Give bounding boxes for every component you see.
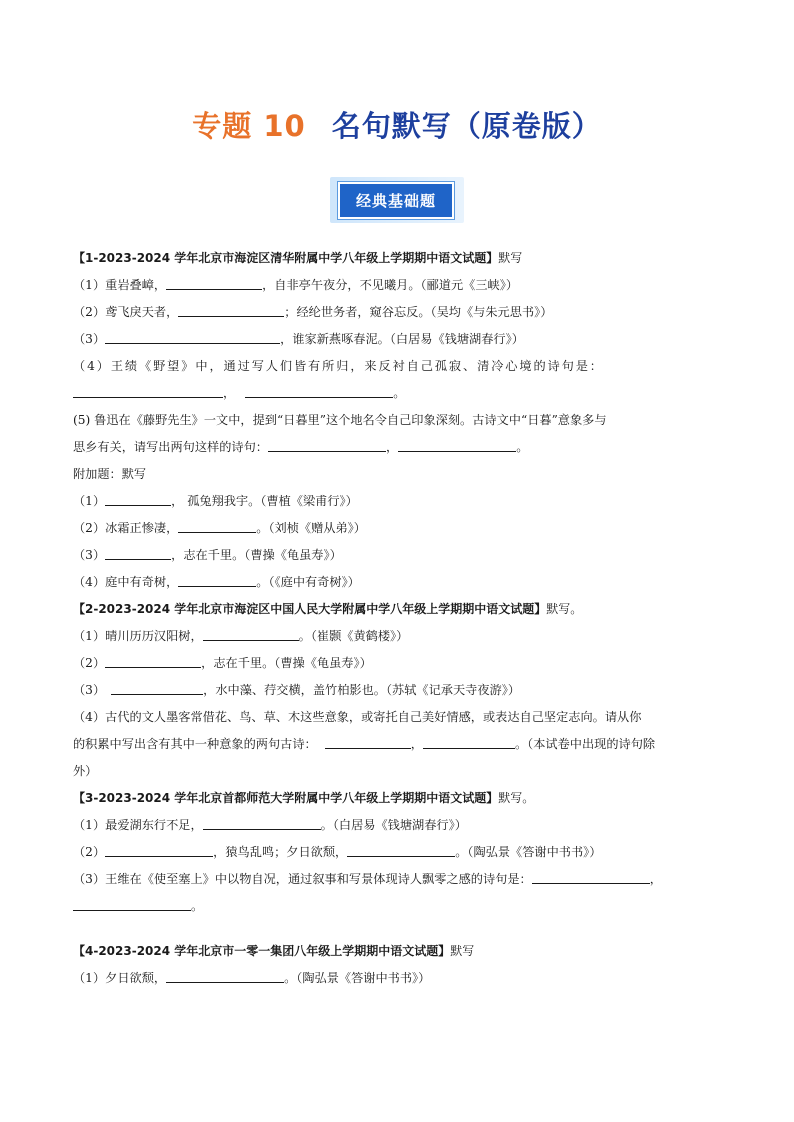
question-item-continuation <box>73 893 729 920</box>
item-text: ，自非亭午夜分，不见曦月。（郦道元《三峡》） <box>262 278 519 292</box>
question-1-header <box>73 245 729 272</box>
item-text: （2）鸢飞戾天者， <box>73 305 179 319</box>
answer-blank[interactable] <box>105 329 280 344</box>
answer-blank[interactable] <box>105 545 171 560</box>
item-text: ；经纶世务者，窥谷忘反。（吴均《与朱元思书》） <box>284 305 553 319</box>
question-item <box>73 704 729 731</box>
question-item <box>73 326 729 353</box>
answer-blank[interactable] <box>268 437 386 452</box>
answer-blank[interactable] <box>105 491 171 506</box>
item-text: ， <box>649 872 662 886</box>
question-item <box>73 965 729 992</box>
item-text: （2） <box>73 656 106 670</box>
extra-section-header: 附加题：默写 <box>73 467 147 481</box>
page-title <box>0 104 794 145</box>
item-text: （1）晴川历历汉阳树， <box>73 629 203 643</box>
question-header-text: 【4-2023-2024 学年北京市一零一集团八年级上学期期中语文试题】 <box>73 944 451 958</box>
badge-label: 经典基础题 <box>338 182 454 219</box>
item-text: 。 <box>191 899 204 913</box>
item-text: 。（白居易《钱塘湖春行》） <box>320 818 467 832</box>
item-text: ，水中藻、荇交横，盖竹柏影也。（苏轼《记承天寺夜游》） <box>203 683 521 697</box>
item-text: （1）夕日欲颓， <box>73 971 167 985</box>
item-text: 。（刘桢《赠从弟》） <box>256 521 366 535</box>
item-text: （1）重岩叠嶂， <box>73 278 167 292</box>
question-item <box>73 650 729 677</box>
answer-blank[interactable] <box>325 734 411 749</box>
item-text: （4）王绩《野望》中，通过写人们皆有所归，来反衬自己孤寂、清冷心境的诗句是： <box>73 359 604 373</box>
answer-blank[interactable] <box>203 815 321 830</box>
question-3-header <box>73 785 729 812</box>
answer-blank[interactable] <box>111 680 203 695</box>
answer-blank[interactable] <box>178 572 256 587</box>
title-topic-number: 专题 10 <box>192 109 306 143</box>
question-item-continuation <box>73 731 729 758</box>
item-text: ， <box>410 737 423 751</box>
answer-blank[interactable] <box>203 626 299 641</box>
question-instruction: 默写 <box>450 944 475 958</box>
answer-blank[interactable] <box>423 734 515 749</box>
item-text: ， <box>223 386 236 400</box>
item-text: ，谁家新燕啄春泥。（白居易《钱塘湖春行》） <box>280 332 524 346</box>
answer-blank[interactable] <box>532 869 650 884</box>
answer-blank[interactable] <box>347 842 455 857</box>
question-item <box>73 623 729 650</box>
question-instruction: 默写 <box>498 251 523 265</box>
answer-blank[interactable] <box>73 383 223 398</box>
item-text: 。（崔颢《黄鹤楼》） <box>298 629 409 643</box>
answer-blank[interactable] <box>73 896 191 911</box>
title-topic-name: 名句默写（原卷版） <box>331 109 602 143</box>
item-text: 。 <box>516 440 529 454</box>
item-text: 的积累中写出含有其中一种意象的两句古诗： <box>73 737 317 751</box>
answer-blank[interactable] <box>245 383 393 398</box>
item-text: 。 <box>393 386 406 400</box>
answer-blank[interactable] <box>166 968 284 983</box>
question-instruction: 默写。 <box>546 602 583 616</box>
question-header-text: 【3-2023-2024 学年北京首都师范大学附属中学八年级上学期期中语文试题】 <box>73 791 499 805</box>
section-badge <box>330 177 464 223</box>
document-body <box>73 245 729 992</box>
item-text: ， 孤兔翔我宇。（曹植《梁甫行》） <box>171 494 358 508</box>
question-item <box>73 488 729 515</box>
question-item <box>73 839 729 866</box>
answer-blank[interactable] <box>105 842 213 857</box>
answer-blank[interactable] <box>178 518 256 533</box>
item-text: （4）古代的文人墨客常借花、鸟、草、木这些意象，或寄托自己美好情感，或表达自己坚定志向。请从你 <box>73 710 642 724</box>
question-item <box>73 542 729 569</box>
question-item-continuation <box>73 380 729 407</box>
question-2-header <box>73 596 729 623</box>
item-text: 。（《庭中有奇树》） <box>256 575 360 589</box>
item-text: 思乡有关，请写出两句这样的诗句： <box>73 440 268 454</box>
spacer <box>73 920 729 938</box>
question-header-text: 【1-2023-2024 学年北京市海淀区清华附属中学八年级上学期期中语文试题】 <box>73 251 499 265</box>
question-item-continuation: 外） <box>73 764 98 778</box>
answer-blank[interactable] <box>398 437 516 452</box>
answer-blank[interactable] <box>105 653 201 668</box>
item-text: ，志在千里。（曹操《龟虽寿》） <box>171 548 342 562</box>
question-item <box>73 569 729 596</box>
question-item <box>73 515 729 542</box>
item-text: （3） <box>73 332 106 346</box>
item-text: 。（陶弘景《答谢中书书》） <box>455 845 602 859</box>
question-item <box>73 407 729 434</box>
item-text: （2）冰霜正惨凄， <box>73 521 179 535</box>
question-item <box>73 353 729 380</box>
item-text: （3）王维在《使至塞上》中以物自况，通过叙事和写景体现诗人飘零之感的诗句是： <box>73 872 532 886</box>
item-text: ，猿鸟乱鸣；夕日欲颓， <box>213 845 348 859</box>
question-item <box>73 677 729 704</box>
question-item-continuation <box>73 434 729 461</box>
item-text: （1） <box>73 494 106 508</box>
question-item <box>73 272 729 299</box>
answer-blank[interactable] <box>166 275 262 290</box>
item-text: （4）庭中有奇树， <box>73 575 179 589</box>
item-text: 。（陶弘景《答谢中书书》） <box>284 971 431 985</box>
item-text: (5) 鲁迅在《藤野先生》一文中，提到“日暮里”这个地名令自己印象深刻。古诗文中“日暮”意象多与 <box>73 413 607 427</box>
question-item <box>73 299 729 326</box>
question-item <box>73 866 729 893</box>
item-text: ， <box>386 440 399 454</box>
item-text: （1）最爱湖东行不足， <box>73 818 203 832</box>
item-text: （2） <box>73 845 106 859</box>
answer-blank[interactable] <box>178 302 284 317</box>
item-text: ，志在千里。（曹操《龟虽寿》） <box>201 656 372 670</box>
item-text: （3） <box>73 548 106 562</box>
question-header-text: 【2-2023-2024 学年北京市海淀区中国人民大学附属中学八年级上学期期中语文试题】 <box>73 602 547 616</box>
item-text: （3） <box>73 683 106 697</box>
question-4-header <box>73 938 729 965</box>
item-text: 。（本试卷中出现的诗句除 <box>514 737 656 751</box>
question-item <box>73 812 729 839</box>
question-instruction: 默写。 <box>498 791 535 805</box>
